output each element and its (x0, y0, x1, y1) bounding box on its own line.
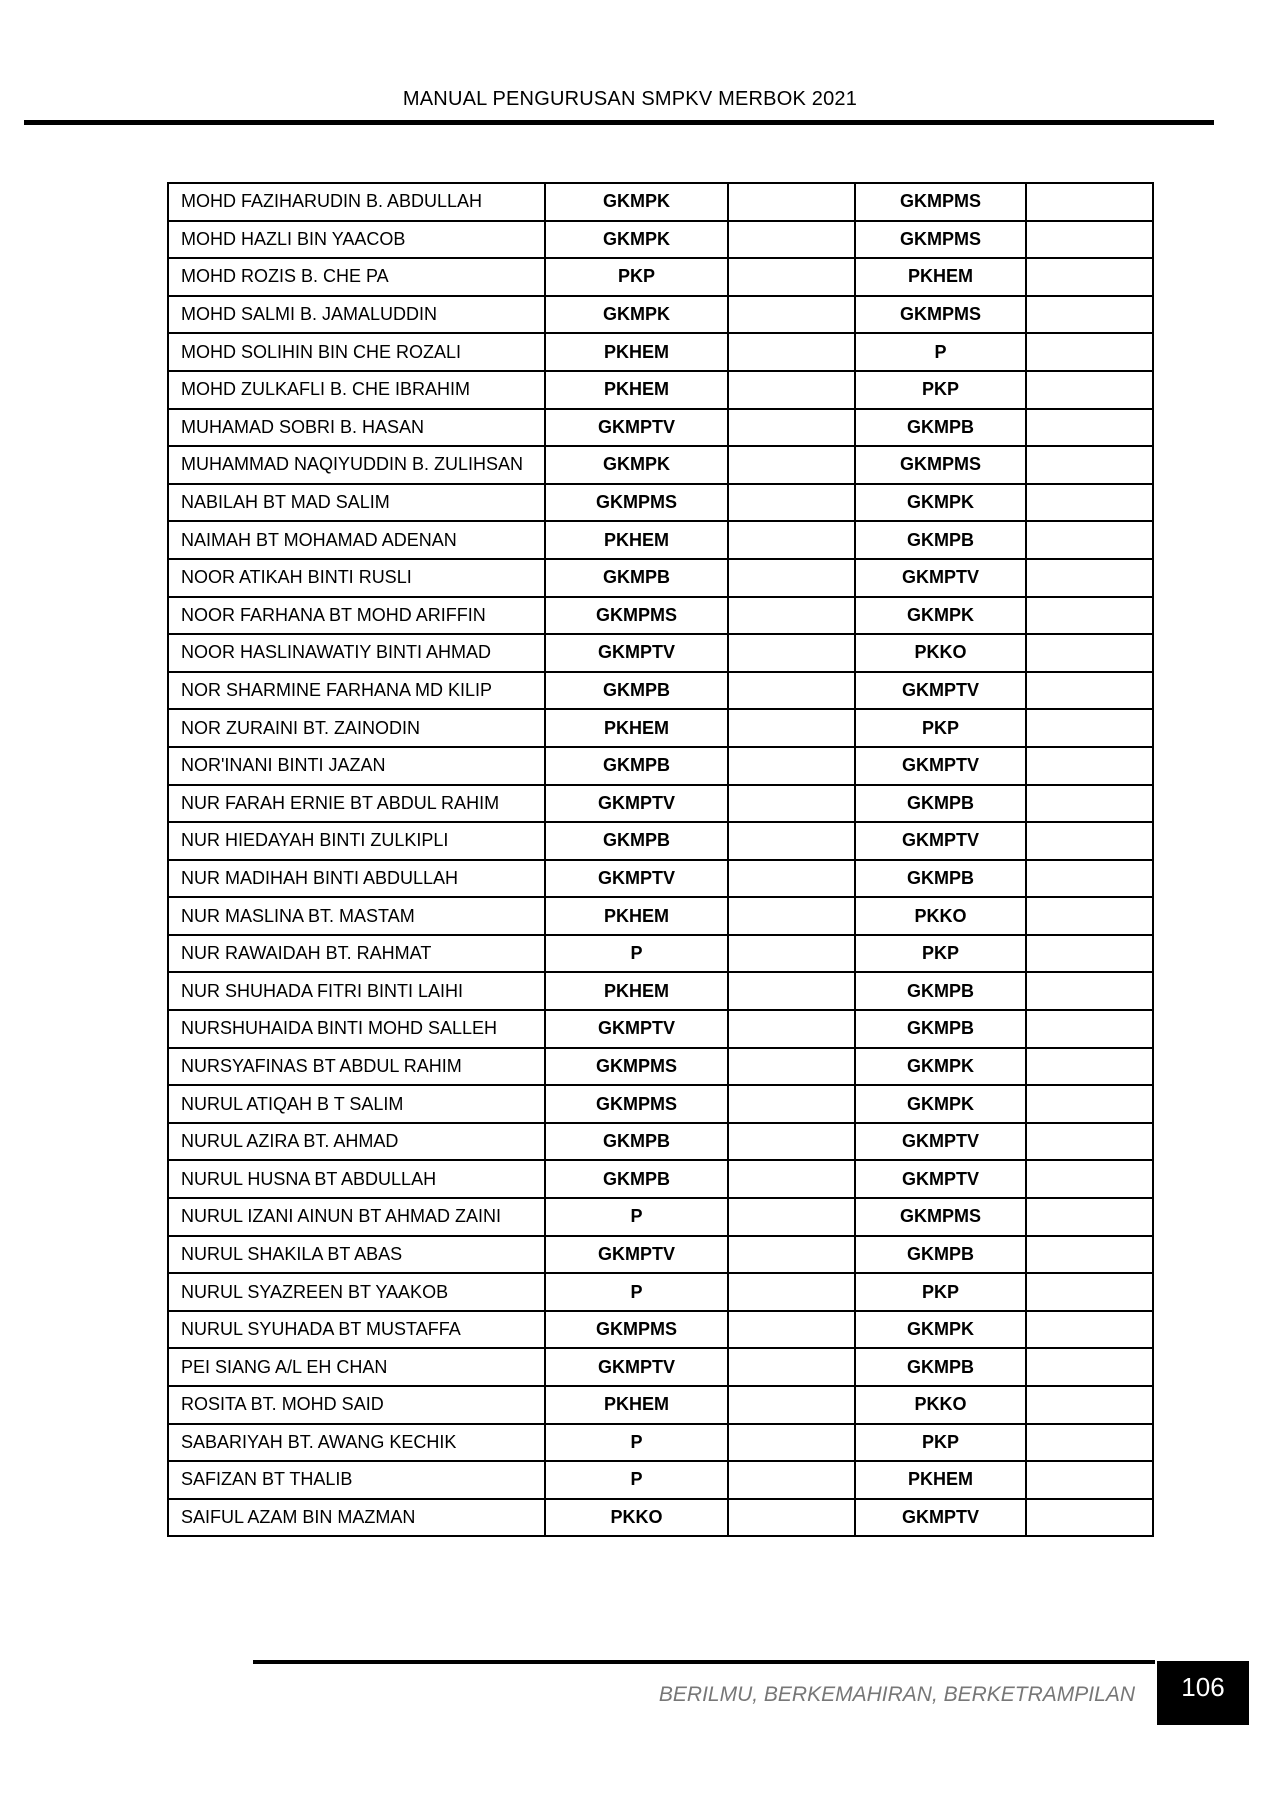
empty-cell (728, 1461, 855, 1499)
roster-body (168, 183, 1153, 1536)
table-row (168, 672, 1153, 710)
table-row (168, 634, 1153, 672)
secondary-role-cell: PKHEM (855, 1461, 1026, 1499)
table-row (168, 371, 1153, 409)
empty-cell (1026, 1010, 1153, 1048)
primary-role-cell: GKMPK (545, 183, 728, 221)
empty-cell (1026, 709, 1153, 747)
staff-name-cell: MOHD HAZLI BIN YAACOB (168, 221, 545, 259)
empty-cell (728, 1348, 855, 1386)
table-row (168, 409, 1153, 447)
secondary-role-cell: GKMPTV (855, 747, 1026, 785)
primary-role-cell: GKMPTV (545, 1348, 728, 1386)
primary-role-cell: GKMPB (545, 1123, 728, 1161)
table-row (168, 822, 1153, 860)
staff-name-cell: NUR SHUHADA FITRI BINTI LAIHI (168, 972, 545, 1010)
staff-name-cell: NAIMAH BT MOHAMAD ADENAN (168, 521, 545, 559)
table-row (168, 935, 1153, 973)
staff-name-cell: NURUL SYAZREEN BT YAAKOB (168, 1273, 545, 1311)
primary-role-cell: GKMPMS (545, 1048, 728, 1086)
staff-roster-table (167, 182, 1154, 1537)
table-row (168, 1499, 1153, 1537)
empty-cell (728, 446, 855, 484)
table-row (168, 1461, 1153, 1499)
empty-cell (1026, 1048, 1153, 1086)
primary-role-cell: GKMPTV (545, 634, 728, 672)
primary-role-cell: P (545, 1198, 728, 1236)
table-row (168, 597, 1153, 635)
empty-cell (728, 296, 855, 334)
secondary-role-cell: GKMPK (855, 484, 1026, 522)
table-row (168, 1048, 1153, 1086)
secondary-role-cell: PKP (855, 935, 1026, 973)
staff-name-cell: PEI SIANG A/L EH CHAN (168, 1348, 545, 1386)
table-row (168, 897, 1153, 935)
staff-name-cell: ROSITA BT. MOHD SAID (168, 1386, 545, 1424)
staff-name-cell: NURUL SYUHADA BT MUSTAFFA (168, 1311, 545, 1349)
table-row (168, 747, 1153, 785)
primary-role-cell: PKHEM (545, 333, 728, 371)
empty-cell (728, 1160, 855, 1198)
secondary-role-cell: GKMPK (855, 1085, 1026, 1123)
staff-name-cell: MOHD ROZIS B. CHE PA (168, 258, 545, 296)
empty-cell (728, 258, 855, 296)
table-row (168, 333, 1153, 371)
table-row (168, 1198, 1153, 1236)
staff-name-cell: NURUL HUSNA BT ABDULLAH (168, 1160, 545, 1198)
empty-cell (1026, 409, 1153, 447)
empty-cell (728, 1198, 855, 1236)
empty-cell (1026, 1386, 1153, 1424)
primary-role-cell: GKMPTV (545, 785, 728, 823)
empty-cell (1026, 559, 1153, 597)
primary-role-cell: GKMPMS (545, 597, 728, 635)
empty-cell (1026, 1160, 1153, 1198)
staff-name-cell: NABILAH BT MAD SALIM (168, 484, 545, 522)
empty-cell (1026, 296, 1153, 334)
secondary-role-cell: PKP (855, 709, 1026, 747)
empty-cell (728, 333, 855, 371)
table-row (168, 1085, 1153, 1123)
secondary-role-cell: GKMPTV (855, 1499, 1026, 1537)
empty-cell (728, 709, 855, 747)
empty-cell (1026, 1085, 1153, 1123)
table-row (168, 1273, 1153, 1311)
empty-cell (1026, 897, 1153, 935)
table-row (168, 183, 1153, 221)
empty-cell (728, 1386, 855, 1424)
secondary-role-cell: GKMPB (855, 860, 1026, 898)
footer-rule (253, 1660, 1155, 1664)
empty-cell (1026, 747, 1153, 785)
footer-motto: BERILMU, BERKEMAHIRAN, BERKETRAMPILAN (658, 1683, 1135, 1706)
primary-role-cell: GKMPTV (545, 1010, 728, 1048)
primary-role-cell: GKMPB (545, 747, 728, 785)
secondary-role-cell: GKMPMS (855, 221, 1026, 259)
staff-name-cell: MOHD SALMI B. JAMALUDDIN (168, 296, 545, 334)
staff-name-cell: NUR MASLINA BT. MASTAM (168, 897, 545, 935)
staff-name-cell: NUR MADIHAH BINTI ABDULLAH (168, 860, 545, 898)
table-row (168, 1311, 1153, 1349)
staff-name-cell: SAFIZAN BT THALIB (168, 1461, 545, 1499)
table-row (168, 709, 1153, 747)
primary-role-cell: GKMPTV (545, 409, 728, 447)
table-row (168, 296, 1153, 334)
primary-role-cell: GKMPB (545, 672, 728, 710)
empty-cell (1026, 1499, 1153, 1537)
staff-name-cell: MOHD ZULKAFLI B. CHE IBRAHIM (168, 371, 545, 409)
secondary-role-cell: PKP (855, 371, 1026, 409)
staff-name-cell: MUHAMAD SOBRI B. HASAN (168, 409, 545, 447)
table-row (168, 1123, 1153, 1161)
empty-cell (1026, 935, 1153, 973)
page-header-title: MANUAL PENGURUSAN SMPKV MERBOK 2021 (402, 88, 858, 110)
secondary-role-cell: GKMPB (855, 409, 1026, 447)
table-row (168, 1386, 1153, 1424)
secondary-role-cell: GKMPB (855, 1348, 1026, 1386)
table-row (168, 860, 1153, 898)
table-row (168, 221, 1153, 259)
empty-cell (728, 897, 855, 935)
secondary-role-cell: GKMPTV (855, 1123, 1026, 1161)
primary-role-cell: P (545, 1461, 728, 1499)
secondary-role-cell: GKMPK (855, 1048, 1026, 1086)
empty-cell (1026, 1311, 1153, 1349)
primary-role-cell: GKMPMS (545, 1311, 728, 1349)
empty-cell (1026, 972, 1153, 1010)
secondary-role-cell: GKMPK (855, 1311, 1026, 1349)
primary-role-cell: PKHEM (545, 1386, 728, 1424)
secondary-role-cell: PKP (855, 1424, 1026, 1462)
empty-cell (1026, 672, 1153, 710)
table-row (168, 972, 1153, 1010)
staff-name-cell: NUR FARAH ERNIE BT ABDUL RAHIM (168, 785, 545, 823)
empty-cell (728, 935, 855, 973)
primary-role-cell: PKHEM (545, 371, 728, 409)
secondary-role-cell: PKHEM (855, 258, 1026, 296)
empty-cell (728, 484, 855, 522)
staff-name-cell: NURUL AZIRA BT. AHMAD (168, 1123, 545, 1161)
staff-name-cell: NURUL ATIQAH B T SALIM (168, 1085, 545, 1123)
empty-cell (728, 1499, 855, 1537)
table-row (168, 484, 1153, 522)
empty-cell (728, 1010, 855, 1048)
staff-name-cell: NURUL SHAKILA BT ABAS (168, 1236, 545, 1274)
empty-cell (1026, 1236, 1153, 1274)
empty-cell (728, 672, 855, 710)
empty-cell (728, 1236, 855, 1274)
empty-cell (728, 1048, 855, 1086)
table-row (168, 1160, 1153, 1198)
staff-name-cell: MOHD SOLIHIN BIN CHE ROZALI (168, 333, 545, 371)
secondary-role-cell: GKMPB (855, 972, 1026, 1010)
staff-name-cell: NURSYAFINAS BT ABDUL RAHIM (168, 1048, 545, 1086)
table-row (168, 446, 1153, 484)
secondary-role-cell: PKKO (855, 634, 1026, 672)
table-row (168, 1348, 1153, 1386)
table-row (168, 1236, 1153, 1274)
empty-cell (1026, 822, 1153, 860)
empty-cell (728, 221, 855, 259)
empty-cell (728, 785, 855, 823)
primary-role-cell: PKHEM (545, 521, 728, 559)
secondary-role-cell: PKKO (855, 897, 1026, 935)
secondary-role-cell: PKKO (855, 1386, 1026, 1424)
table-row (168, 1424, 1153, 1462)
table-row (168, 521, 1153, 559)
staff-name-cell: SABARIYAH BT. AWANG KECHIK (168, 1424, 545, 1462)
primary-role-cell: P (545, 1424, 728, 1462)
staff-name-cell: SAIFUL AZAM BIN MAZMAN (168, 1499, 545, 1537)
primary-role-cell: GKMPB (545, 559, 728, 597)
primary-role-cell: GKMPB (545, 1160, 728, 1198)
empty-cell (1026, 1424, 1153, 1462)
empty-cell (1026, 785, 1153, 823)
empty-cell (1026, 258, 1153, 296)
empty-cell (1026, 634, 1153, 672)
page-number: 106 (1157, 1661, 1249, 1725)
empty-cell (1026, 183, 1153, 221)
staff-name-cell: NOR'INANI BINTI JAZAN (168, 747, 545, 785)
primary-role-cell: P (545, 935, 728, 973)
secondary-role-cell: GKMPB (855, 785, 1026, 823)
primary-role-cell: PKHEM (545, 897, 728, 935)
empty-cell (728, 597, 855, 635)
staff-name-cell: MUHAMMAD NAQIYUDDIN B. ZULIHSAN (168, 446, 545, 484)
empty-cell (728, 1273, 855, 1311)
empty-cell (1026, 333, 1153, 371)
primary-role-cell: GKMPB (545, 822, 728, 860)
empty-cell (1026, 597, 1153, 635)
empty-cell (1026, 446, 1153, 484)
secondary-role-cell: GKMPMS (855, 183, 1026, 221)
secondary-role-cell: GKMPTV (855, 1160, 1026, 1198)
secondary-role-cell: GKMPMS (855, 446, 1026, 484)
staff-name-cell: NOR SHARMINE FARHANA MD KILIP (168, 672, 545, 710)
primary-role-cell: PKHEM (545, 709, 728, 747)
table-row (168, 258, 1153, 296)
empty-cell (728, 1123, 855, 1161)
table-row (168, 1010, 1153, 1048)
secondary-role-cell: P (855, 333, 1026, 371)
empty-cell (728, 1085, 855, 1123)
staff-name-cell: NURSHUHAIDA BINTI MOHD SALLEH (168, 1010, 545, 1048)
secondary-role-cell: GKMPTV (855, 672, 1026, 710)
staff-name-cell: NOOR FARHANA BT MOHD ARIFFIN (168, 597, 545, 635)
empty-cell (728, 521, 855, 559)
secondary-role-cell: GKMPB (855, 1236, 1026, 1274)
empty-cell (1026, 1123, 1153, 1161)
empty-cell (728, 1311, 855, 1349)
empty-cell (728, 972, 855, 1010)
empty-cell (728, 559, 855, 597)
empty-cell (1026, 1461, 1153, 1499)
primary-role-cell: GKMPTV (545, 1236, 728, 1274)
empty-cell (1026, 1273, 1153, 1311)
staff-name-cell: NOR ZURAINI BT. ZAINODIN (168, 709, 545, 747)
primary-role-cell: PKHEM (545, 972, 728, 1010)
primary-role-cell: GKMPK (545, 221, 728, 259)
empty-cell (1026, 521, 1153, 559)
staff-name-cell: NOOR HASLINAWATIY BINTI AHMAD (168, 634, 545, 672)
header-rule (24, 120, 1214, 125)
empty-cell (728, 634, 855, 672)
primary-role-cell: GKMPK (545, 296, 728, 334)
empty-cell (1026, 371, 1153, 409)
secondary-role-cell: GKMPK (855, 597, 1026, 635)
empty-cell (1026, 1348, 1153, 1386)
empty-cell (1026, 1198, 1153, 1236)
empty-cell (728, 747, 855, 785)
primary-role-cell: PKKO (545, 1499, 728, 1537)
empty-cell (728, 409, 855, 447)
empty-cell (728, 822, 855, 860)
empty-cell (1026, 484, 1153, 522)
primary-role-cell: P (545, 1273, 728, 1311)
primary-role-cell: GKMPMS (545, 1085, 728, 1123)
staff-name-cell: NUR RAWAIDAH BT. RAHMAT (168, 935, 545, 973)
primary-role-cell: PKP (545, 258, 728, 296)
empty-cell (728, 183, 855, 221)
empty-cell (1026, 860, 1153, 898)
primary-role-cell: GKMPMS (545, 484, 728, 522)
staff-name-cell: MOHD FAZIHARUDIN B. ABDULLAH (168, 183, 545, 221)
secondary-role-cell: GKMPTV (855, 822, 1026, 860)
staff-name-cell: NUR HIEDAYAH BINTI ZULKIPLI (168, 822, 545, 860)
secondary-role-cell: GKMPMS (855, 296, 1026, 334)
primary-role-cell: GKMPTV (545, 860, 728, 898)
empty-cell (728, 860, 855, 898)
empty-cell (728, 371, 855, 409)
table-row (168, 559, 1153, 597)
secondary-role-cell: GKMPB (855, 521, 1026, 559)
table-row (168, 785, 1153, 823)
secondary-role-cell: GKMPB (855, 1010, 1026, 1048)
empty-cell (1026, 221, 1153, 259)
secondary-role-cell: GKMPMS (855, 1198, 1026, 1236)
secondary-role-cell: GKMPTV (855, 559, 1026, 597)
staff-name-cell: NURUL IZANI AINUN BT AHMAD ZAINI (168, 1198, 545, 1236)
empty-cell (728, 1424, 855, 1462)
staff-name-cell: NOOR ATIKAH BINTI RUSLI (168, 559, 545, 597)
primary-role-cell: GKMPK (545, 446, 728, 484)
secondary-role-cell: PKP (855, 1273, 1026, 1311)
